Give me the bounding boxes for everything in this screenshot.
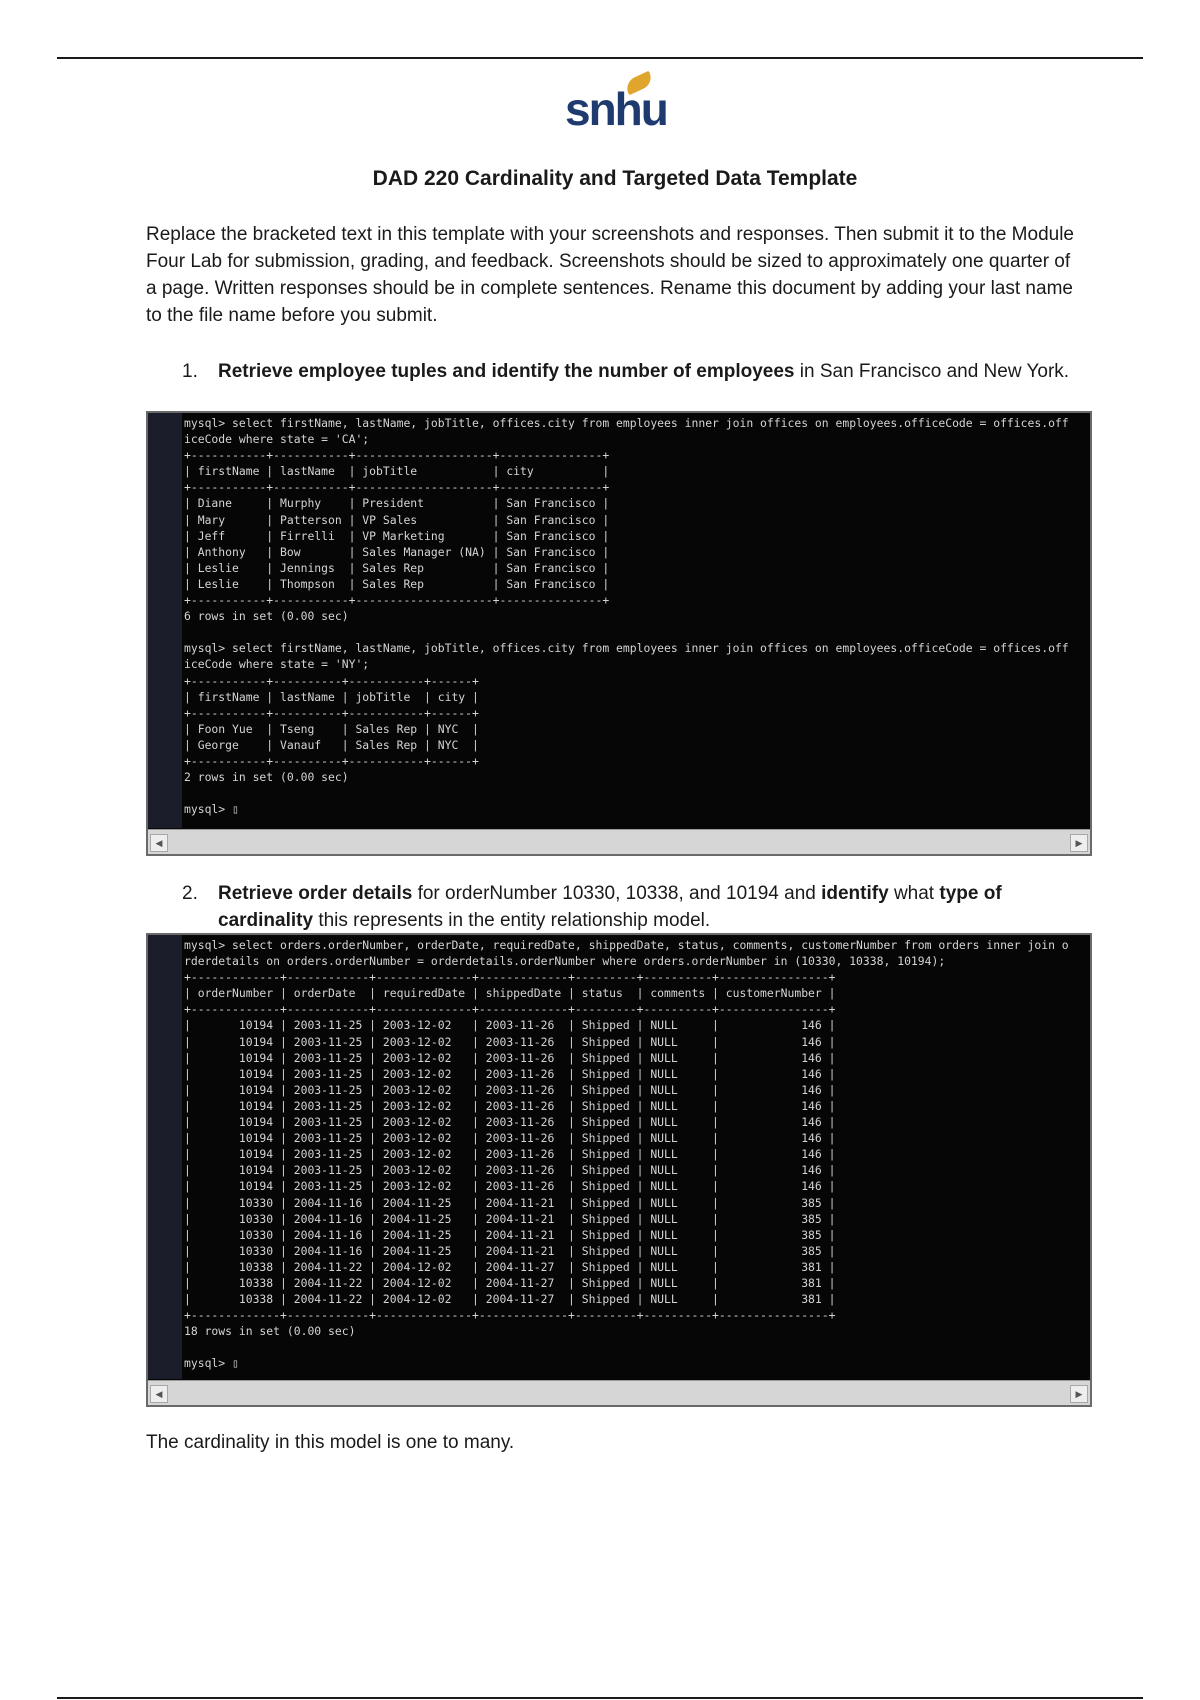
terminal-line: mysql> select firstName, lastName, jobTitle, offices.city from employees inner join offices on employees.officeCode = offices.off: [184, 416, 1069, 430]
terminal-line: iceCode where state = 'CA';: [184, 432, 370, 447]
question-2-bold-2: identify: [821, 883, 889, 904]
terminal-line: 2 rows in set (0.00 sec): [184, 770, 349, 785]
terminal-line: | 10194 | 2003-11-25 | 2003-12-02 | 2003-11-26 | Shipped | NULL | 146 |: [184, 1082, 836, 1097]
question-2-number: 2.: [182, 883, 198, 904]
terminal-line: | 10194 | 2003-11-25 | 2003-12-02 | 2003-11-26 | Shipped | NULL | 146 |: [184, 1066, 836, 1081]
terminal-screenshot-1: [146, 411, 1092, 856]
terminal-line: 18 rows in set (0.00 sec): [184, 1324, 356, 1339]
terminal-line: | orderNumber | orderDate | requiredDate | shippedDate | status | comments | customerNumber |: [184, 986, 836, 1001]
terminal-line: | 10330 | 2004-11-16 | 2004-11-25 | 2004-11-21 | Shipped | NULL | 385 |: [184, 1211, 836, 1226]
terminal-line: 6 rows in set (0.00 sec): [184, 609, 349, 624]
document-title: DAD 220 Cardinality and Targeted Data Template: [372, 167, 858, 190]
question-2-text-2: what: [888, 883, 940, 904]
terminal-line: +-----------+----------+-----------+------+: [184, 705, 479, 720]
terminal-line: +-------------+------------+--------------+-------------+---------+----------+----------------+: [184, 1308, 836, 1323]
horizontal-scrollbar[interactable]: [148, 1380, 1090, 1405]
terminal-line: | 10194 | 2003-11-25 | 2003-12-02 | 2003-11-26 | Shipped | NULL | 146 |: [184, 1147, 836, 1162]
question-2-text-3: this represents in the entity relationship model.: [313, 910, 711, 931]
terminal-line: +-----------+----------+-----------+------+: [184, 753, 479, 768]
terminal-line: | 10194 | 2003-11-25 | 2003-12-02 | 2003-11-26 | Shipped | NULL | 146 |: [184, 1131, 836, 1146]
terminal-line: | firstName | lastName | jobTitle | city |: [184, 464, 610, 479]
terminal-line: | 10338 | 2004-11-22 | 2004-12-02 | 2004-11-27 | Shipped | NULL | 381 |: [184, 1259, 836, 1274]
terminal-output-2: [184, 937, 1069, 1372]
question-2-bold-3: type of cardinality: [218, 883, 1002, 931]
terminal-line: +-----------+-----------+--------------------+---------------+: [184, 593, 610, 608]
question-1-number: 1.: [182, 361, 198, 382]
terminal-line: | Leslie | Jennings | Sales Rep | San Francisco |: [184, 560, 610, 575]
logo-text: snhu: [565, 83, 667, 135]
terminal-line: mysql> ▯: [184, 802, 239, 817]
terminal-line: | Anthony | Bow | Sales Manager (NA) | San Francisco |: [184, 544, 610, 559]
horizontal-scrollbar[interactable]: [148, 829, 1090, 854]
terminal-line: | Leslie | Thompson | Sales Rep | San Francisco |: [184, 576, 610, 591]
intro-paragraph: Replace the bracketed text in this template with your screenshots and responses. Then submit it to the Module Four Lab for submission, grading, and feedback. Screenshots should be sized to approximately one quarter of a page. Written responses should be in complete sentences. Rename this document by adding your last name to the file name before you submit.: [146, 224, 1074, 326]
terminal-line: +-----------+----------+-----------+------+: [184, 673, 479, 688]
terminal-line: rderdetails on orders.orderNumber = orderdetails.orderNumber where orders.orderNumber in (10330, 10338, 10194);: [184, 954, 946, 969]
terminal-line: | 10194 | 2003-11-25 | 2003-12-02 | 2003-11-26 | Shipped | NULL | 146 |: [184, 1115, 836, 1130]
terminal-gutter: [148, 935, 182, 1379]
terminal-line: | Jeff | Firrelli | VP Marketing | San Francisco |: [184, 528, 610, 543]
terminal-line: +-------------+------------+--------------+-------------+---------+----------+----------------+: [184, 1002, 836, 1017]
terminal-line: | Foon Yue | Tseng | Sales Rep | NYC |: [184, 721, 479, 736]
question-2-text-1: for orderNumber 10330, 10338, and 10194 and: [412, 883, 822, 904]
terminal-line: +-----------+-----------+--------------------+---------------+: [184, 480, 610, 495]
terminal-line: +-----------+-----------+--------------------+---------------+: [184, 448, 610, 463]
terminal-line: | 10194 | 2003-11-25 | 2003-12-02 | 2003-11-26 | Shipped | NULL | 146 |: [184, 1050, 836, 1065]
terminal-line: | 10194 | 2003-11-25 | 2003-12-02 | 2003-11-26 | Shipped | NULL | 146 |: [184, 1163, 836, 1178]
terminal-line: mysql> select firstName, lastName, jobTitle, offices.city from employees inner join offices on employees.officeCode = offices.off: [184, 641, 1069, 656]
terminal-line: mysql> select orders.orderNumber, orderDate, requiredDate, shippedDate, status, comments, customerNumber from orders inner join o: [184, 938, 1069, 952]
terminal-line: | 10194 | 2003-11-25 | 2003-12-02 | 2003-11-26 | Shipped | NULL | 146 |: [184, 1179, 836, 1194]
question-1-bold: Retrieve employee tuples and identify the number of employees: [218, 361, 795, 382]
terminal-line: | Diane | Murphy | President | San Francisco |: [184, 496, 610, 511]
terminal-line: | Mary | Patterson | VP Sales | San Francisco |: [184, 512, 610, 527]
question-1: [182, 358, 1082, 385]
terminal-line: | 10338 | 2004-11-22 | 2004-12-02 | 2004-11-27 | Shipped | NULL | 381 |: [184, 1275, 836, 1290]
question-2-bold-1: Retrieve order details: [218, 883, 413, 904]
terminal-line: mysql> ▯: [184, 1356, 239, 1371]
terminal-line: iceCode where state = 'NY';: [184, 657, 370, 672]
terminal-line: | firstName | lastName | jobTitle | city |: [184, 689, 479, 704]
terminal-line: | 10194 | 2003-11-25 | 2003-12-02 | 2003-11-26 | Shipped | NULL | 146 |: [184, 1098, 836, 1113]
terminal-line: | 10330 | 2004-11-16 | 2004-11-25 | 2004-11-21 | Shipped | NULL | 385 |: [184, 1227, 836, 1242]
top-rule: [57, 57, 1143, 59]
scroll-left-icon[interactable]: ◀: [150, 834, 168, 852]
terminal-line: | 10330 | 2004-11-16 | 2004-11-25 | 2004-11-21 | Shipped | NULL | 385 |: [184, 1195, 836, 1210]
cardinality-answer: The cardinality in this model is one to many.: [146, 1432, 515, 1453]
question-1-text: in San Francisco and New York.: [794, 361, 1070, 382]
terminal-output-1: [184, 415, 1069, 817]
terminal-line: | 10194 | 2003-11-25 | 2003-12-02 | 2003-11-26 | Shipped | NULL | 146 |: [184, 1034, 836, 1049]
question-2: [182, 880, 1082, 934]
terminal-line: | 10338 | 2004-11-22 | 2004-12-02 | 2004-11-27 | Shipped | NULL | 381 |: [184, 1292, 836, 1307]
bottom-rule: [57, 1697, 1143, 1699]
terminal-line: | 10194 | 2003-11-25 | 2003-12-02 | 2003-11-26 | Shipped | NULL | 146 |: [184, 1018, 836, 1033]
terminal-line: | 10330 | 2004-11-16 | 2004-11-25 | 2004-11-21 | Shipped | NULL | 385 |: [184, 1243, 836, 1258]
scroll-left-icon[interactable]: ◀: [150, 1385, 168, 1403]
snhu-logo: [565, 72, 665, 142]
scroll-right-icon[interactable]: ▶: [1070, 1385, 1088, 1403]
terminal-gutter: [148, 413, 182, 828]
terminal-line: | George | Vanauf | Sales Rep | NYC |: [184, 737, 479, 752]
terminal-screenshot-2: [146, 933, 1092, 1407]
terminal-line: +-------------+------------+--------------+-------------+---------+----------+----------------+: [184, 970, 836, 985]
scroll-right-icon[interactable]: ▶: [1070, 834, 1088, 852]
